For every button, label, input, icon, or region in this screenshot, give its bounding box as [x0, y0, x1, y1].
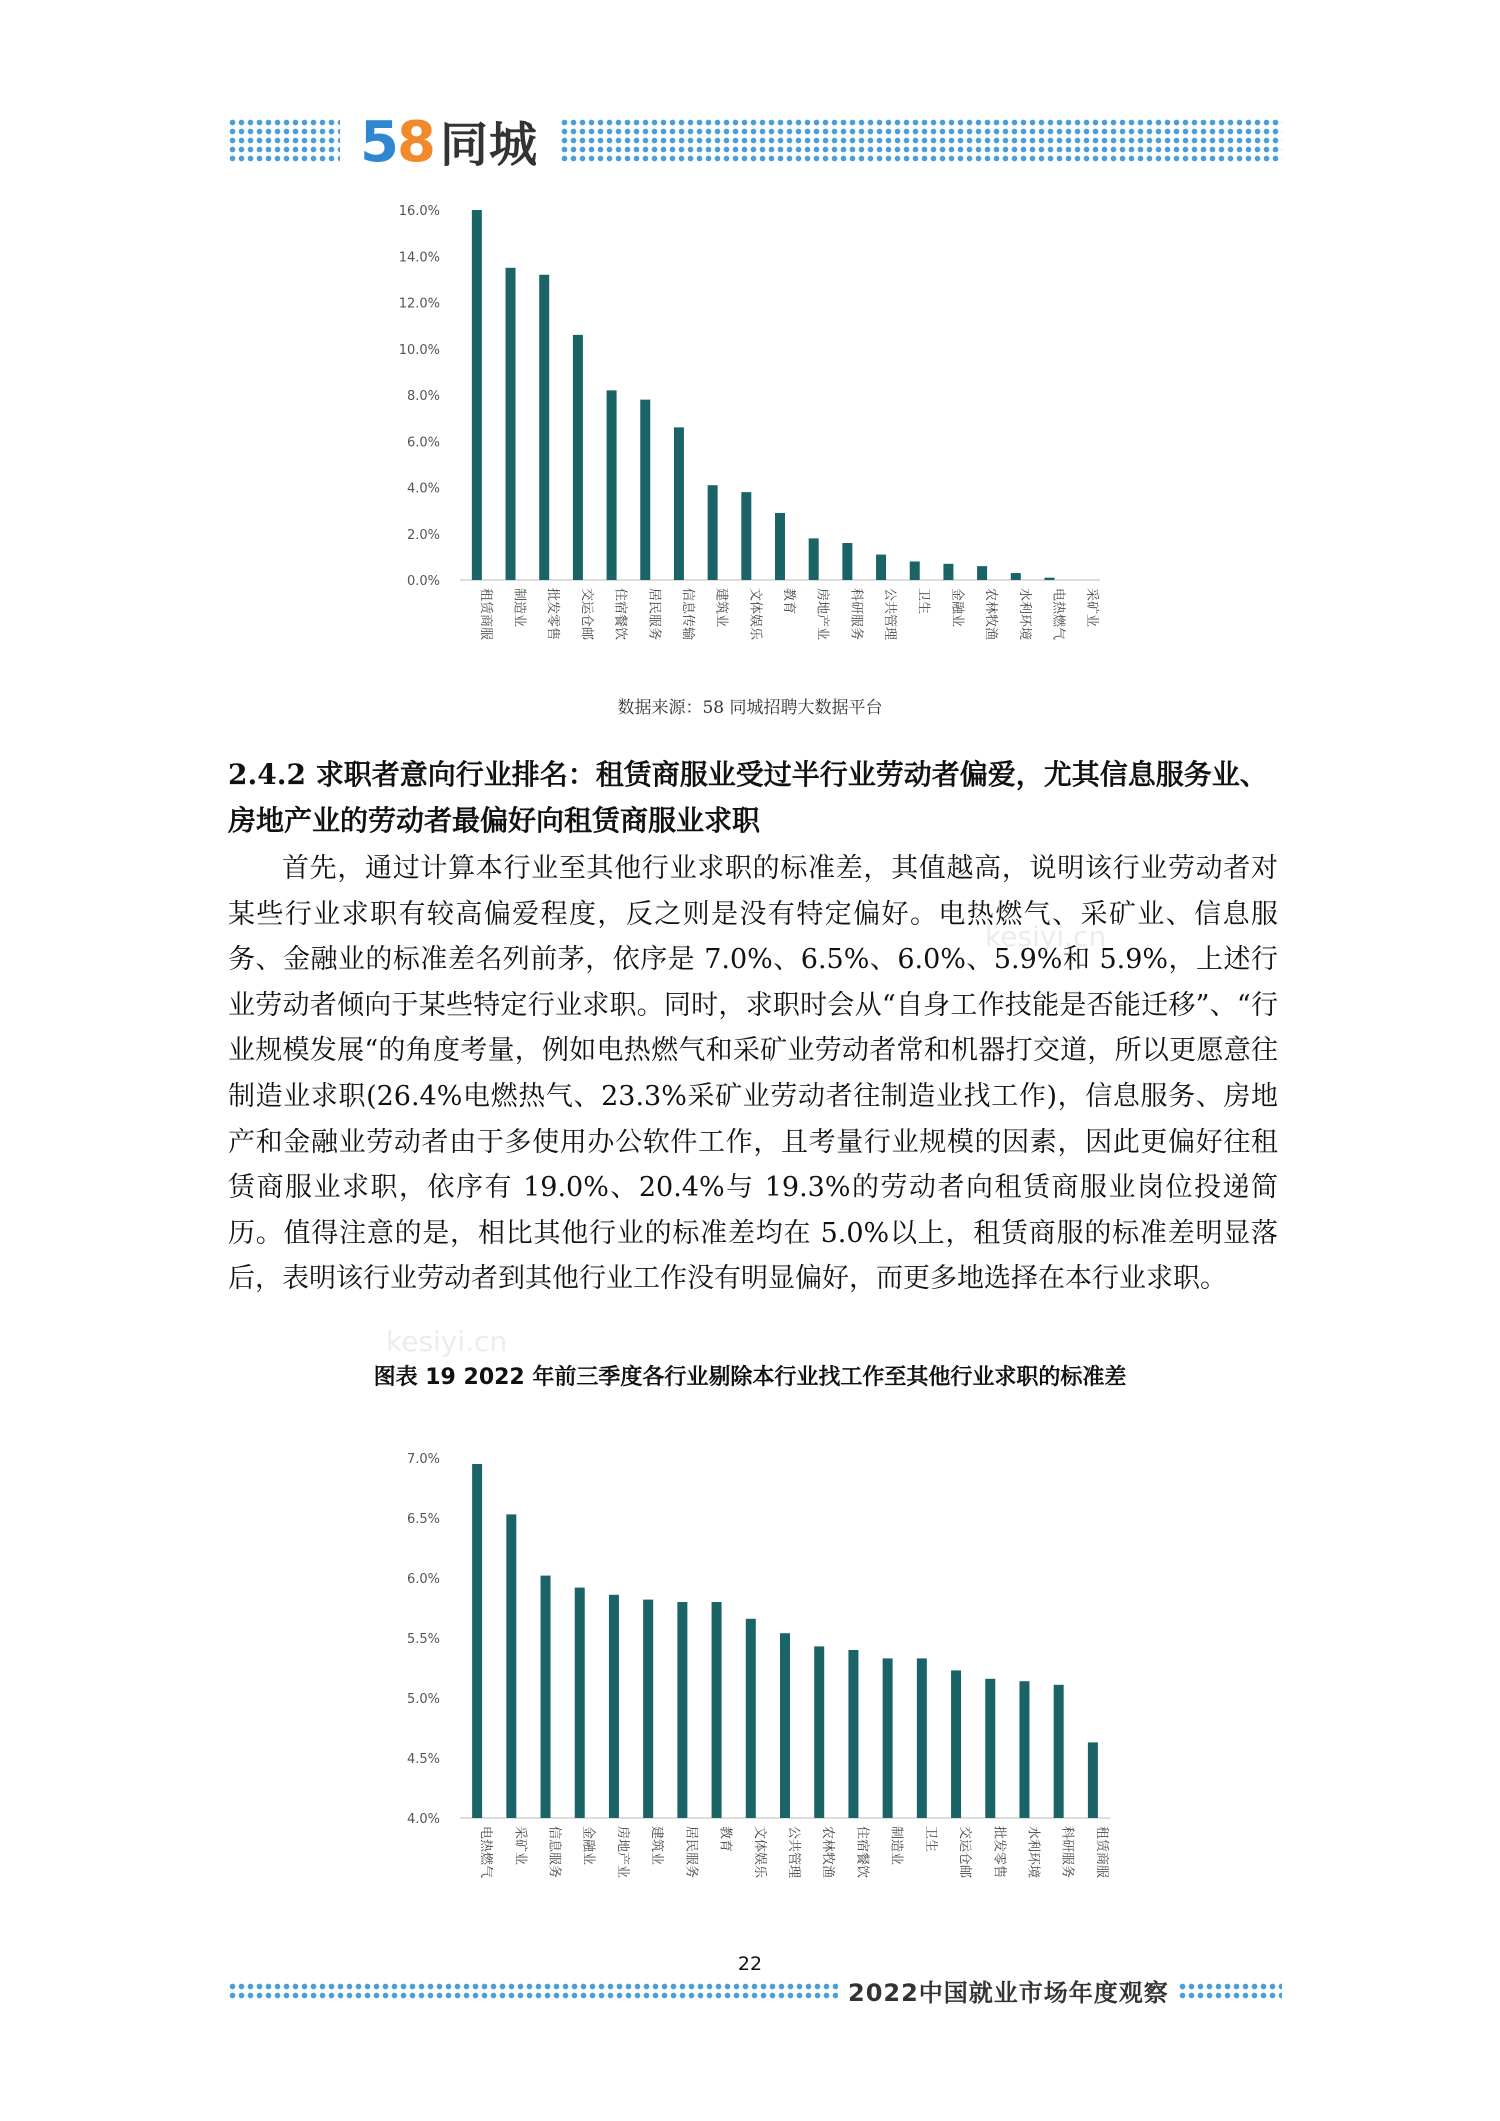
y-tick-label: 2.0% — [406, 527, 440, 543]
bar — [472, 210, 482, 580]
logo-digit-5: 5 — [360, 110, 399, 175]
bar — [951, 1670, 961, 1818]
bar — [1019, 1681, 1029, 1818]
bar — [917, 1658, 927, 1818]
x-tick-label: 居民服务 — [683, 1826, 699, 1879]
y-tick-label: 6.0% — [406, 435, 440, 451]
x-tick-label: 信息传输 — [679, 588, 695, 641]
watermark: kesiyi.cn — [386, 1325, 508, 1358]
x-tick-label: 教育 — [717, 1826, 733, 1853]
y-tick-label: 4.5% — [406, 1752, 440, 1767]
x-tick-label: 科研服务 — [848, 588, 864, 641]
x-tick-label: 居民服务 — [646, 588, 662, 641]
footer-title: 2022中国就业市场年度观察 — [848, 1979, 1169, 2007]
x-tick-label: 科研服务 — [1059, 1826, 1075, 1879]
x-tick-label: 批发零售 — [545, 588, 561, 641]
x-tick-label: 批发零售 — [991, 1826, 1007, 1879]
bar — [985, 1679, 995, 1818]
x-tick-label: 信息服务 — [546, 1826, 562, 1879]
bar — [506, 268, 516, 580]
x-tick-label: 交运仓邮 — [957, 1826, 973, 1879]
logo-digit-8: 8 — [396, 110, 436, 175]
x-tick-label: 电热燃气 — [1050, 588, 1066, 641]
bar — [541, 1576, 551, 1818]
y-tick-label: 4.0% — [406, 481, 440, 497]
bar — [943, 564, 953, 580]
bar — [848, 1650, 858, 1818]
x-tick-label: 租赁商服 — [477, 588, 493, 641]
section-heading: 2.4.2 求职者意向行业排名：租赁商服业受过半行业劳动者偏爱，尤其信息服务业、房地产业的劳动者最偏好向租赁商服业求职 — [228, 758, 1268, 837]
y-tick-label: 14.0% — [398, 250, 440, 266]
page-number: 22 — [737, 1953, 763, 1975]
y-tick-label: 0.0% — [406, 574, 440, 589]
bar — [575, 1588, 585, 1818]
x-tick-label: 文体娱乐 — [747, 588, 763, 641]
bar — [1054, 1685, 1064, 1818]
bar — [746, 1619, 756, 1818]
header-dot-band-left — [228, 118, 340, 164]
x-tick-label: 制造业 — [888, 1826, 904, 1866]
bar — [977, 566, 987, 580]
x-tick-label: 建筑业 — [713, 588, 729, 628]
x-tick-label: 公共管理 — [882, 588, 898, 641]
x-tick-label: 教育 — [781, 588, 796, 615]
x-tick-label: 采矿业 — [1084, 588, 1100, 628]
x-tick-label: 制造业 — [511, 588, 527, 628]
bar — [506, 1514, 516, 1818]
y-tick-label: 6.5% — [406, 1512, 440, 1527]
y-tick-label: 5.0% — [406, 1692, 440, 1707]
bar — [609, 1595, 619, 1818]
y-tick-label: 10.0% — [398, 342, 440, 358]
industry-share-bar-chart — [380, 195, 1120, 675]
bar — [876, 555, 886, 580]
body-paragraph: 首先，通过计算本行业至其他行业求职的标准差，其值越高，说明该行业劳动者对某些行业求职有较高偏爱程度，反之则是没有特定偏好。电热燃气、采矿业、信息服务、金融业的标准差名列前茅，依序是 7.0%、6.5%、6.0%、5.9%和 5.9%，上述行业劳动者倾向于某些特定行业求职。同时，求职时会从“自身工作技能是否能迁移”、“行业规模发展“的角度考量，例如电热燃气和采矿业劳动者常和机器打交道，所以更愿意往制造业求职(26.4%电燃热气、23.3%采矿业劳动者往制造业找工作)，信息服务、房地产和金融业劳动者由于多使用办公软件工作，且考量行业规模的因素，因此更偏好往租赁商服业求职，依序有 19.0%、20.4%与 19.3%的劳动者向租赁商服业岗位投递简历。值得注意的是，相比其他行业的标准差均在 5.0%以上，租赁商服的标准差明显落后，表明该行业劳动者到其他行业工作没有明显偏好，而更多地选择在本行业求职。 — [228, 853, 1278, 1295]
bar — [780, 1633, 790, 1818]
x-tick-label: 房地产业 — [614, 1826, 630, 1879]
y-tick-label: 4.0% — [406, 1812, 440, 1827]
bar — [910, 562, 920, 581]
data-source-note: 数据来源：58 同城招聘大数据平台 — [617, 698, 883, 718]
y-tick-label: 6.0% — [406, 1572, 440, 1587]
bar — [643, 1600, 653, 1818]
bar — [472, 1464, 482, 1818]
footer-dot-band-right — [1178, 1982, 1282, 2000]
watermark: kesiyi.cn — [985, 920, 1107, 953]
x-tick-label: 电热燃气 — [478, 1826, 494, 1879]
brand-logo — [360, 106, 538, 175]
x-tick-label: 交运仓邮 — [578, 588, 594, 641]
bar — [1044, 578, 1054, 580]
logo-text: 同城 — [439, 117, 538, 173]
y-tick-label: 7.0% — [406, 1452, 440, 1467]
x-tick-label: 租赁商服 — [1093, 1826, 1109, 1879]
x-tick-label: 农林牧渔 — [983, 588, 999, 641]
bar — [674, 427, 684, 580]
x-tick-label: 房地产业 — [814, 588, 830, 641]
bar — [814, 1646, 824, 1818]
y-tick-label: 5.5% — [406, 1632, 440, 1647]
std-dev-bar-chart — [390, 1438, 1130, 1900]
bar — [607, 390, 617, 580]
y-tick-label: 8.0% — [406, 389, 440, 404]
x-tick-label: 卫生 — [922, 1826, 938, 1853]
x-tick-label: 公共管理 — [786, 1826, 801, 1879]
bar — [1088, 1742, 1098, 1818]
x-tick-label: 水利环境 — [1025, 1826, 1041, 1879]
x-tick-label: 住宿餐饮 — [854, 1826, 870, 1879]
y-tick-label: 12.0% — [398, 296, 440, 312]
bar — [640, 400, 650, 580]
figure-caption: 图表 19 2022 年前三季度各行业剔除本行业找工作至其他行业求职的标准差 — [373, 1365, 1127, 1390]
y-tick-label: 16.0% — [398, 204, 440, 219]
footer-dot-band-left — [228, 1982, 838, 2000]
bar — [883, 1658, 893, 1818]
bar — [573, 335, 583, 580]
bar — [712, 1602, 722, 1818]
bar — [539, 275, 549, 580]
x-tick-label: 农林牧渔 — [820, 1826, 836, 1879]
x-tick-label: 住宿餐饮 — [612, 588, 628, 641]
bar — [741, 492, 751, 580]
x-tick-label: 建筑业 — [649, 1826, 665, 1866]
bar — [775, 513, 785, 580]
x-tick-label: 卫生 — [915, 588, 931, 615]
bar — [842, 543, 852, 580]
bar — [677, 1602, 687, 1818]
x-tick-label: 文体娱乐 — [751, 1826, 767, 1879]
x-tick-label: 水利环境 — [1016, 588, 1032, 641]
x-tick-label: 采矿业 — [512, 1826, 528, 1866]
bar — [809, 538, 819, 580]
x-tick-label: 金融业 — [949, 588, 965, 628]
bar — [1011, 573, 1021, 580]
bar — [708, 485, 718, 580]
page-header — [0, 0, 1500, 200]
header-dot-band-right — [560, 118, 1282, 164]
x-tick-label: 金融业 — [580, 1826, 596, 1866]
